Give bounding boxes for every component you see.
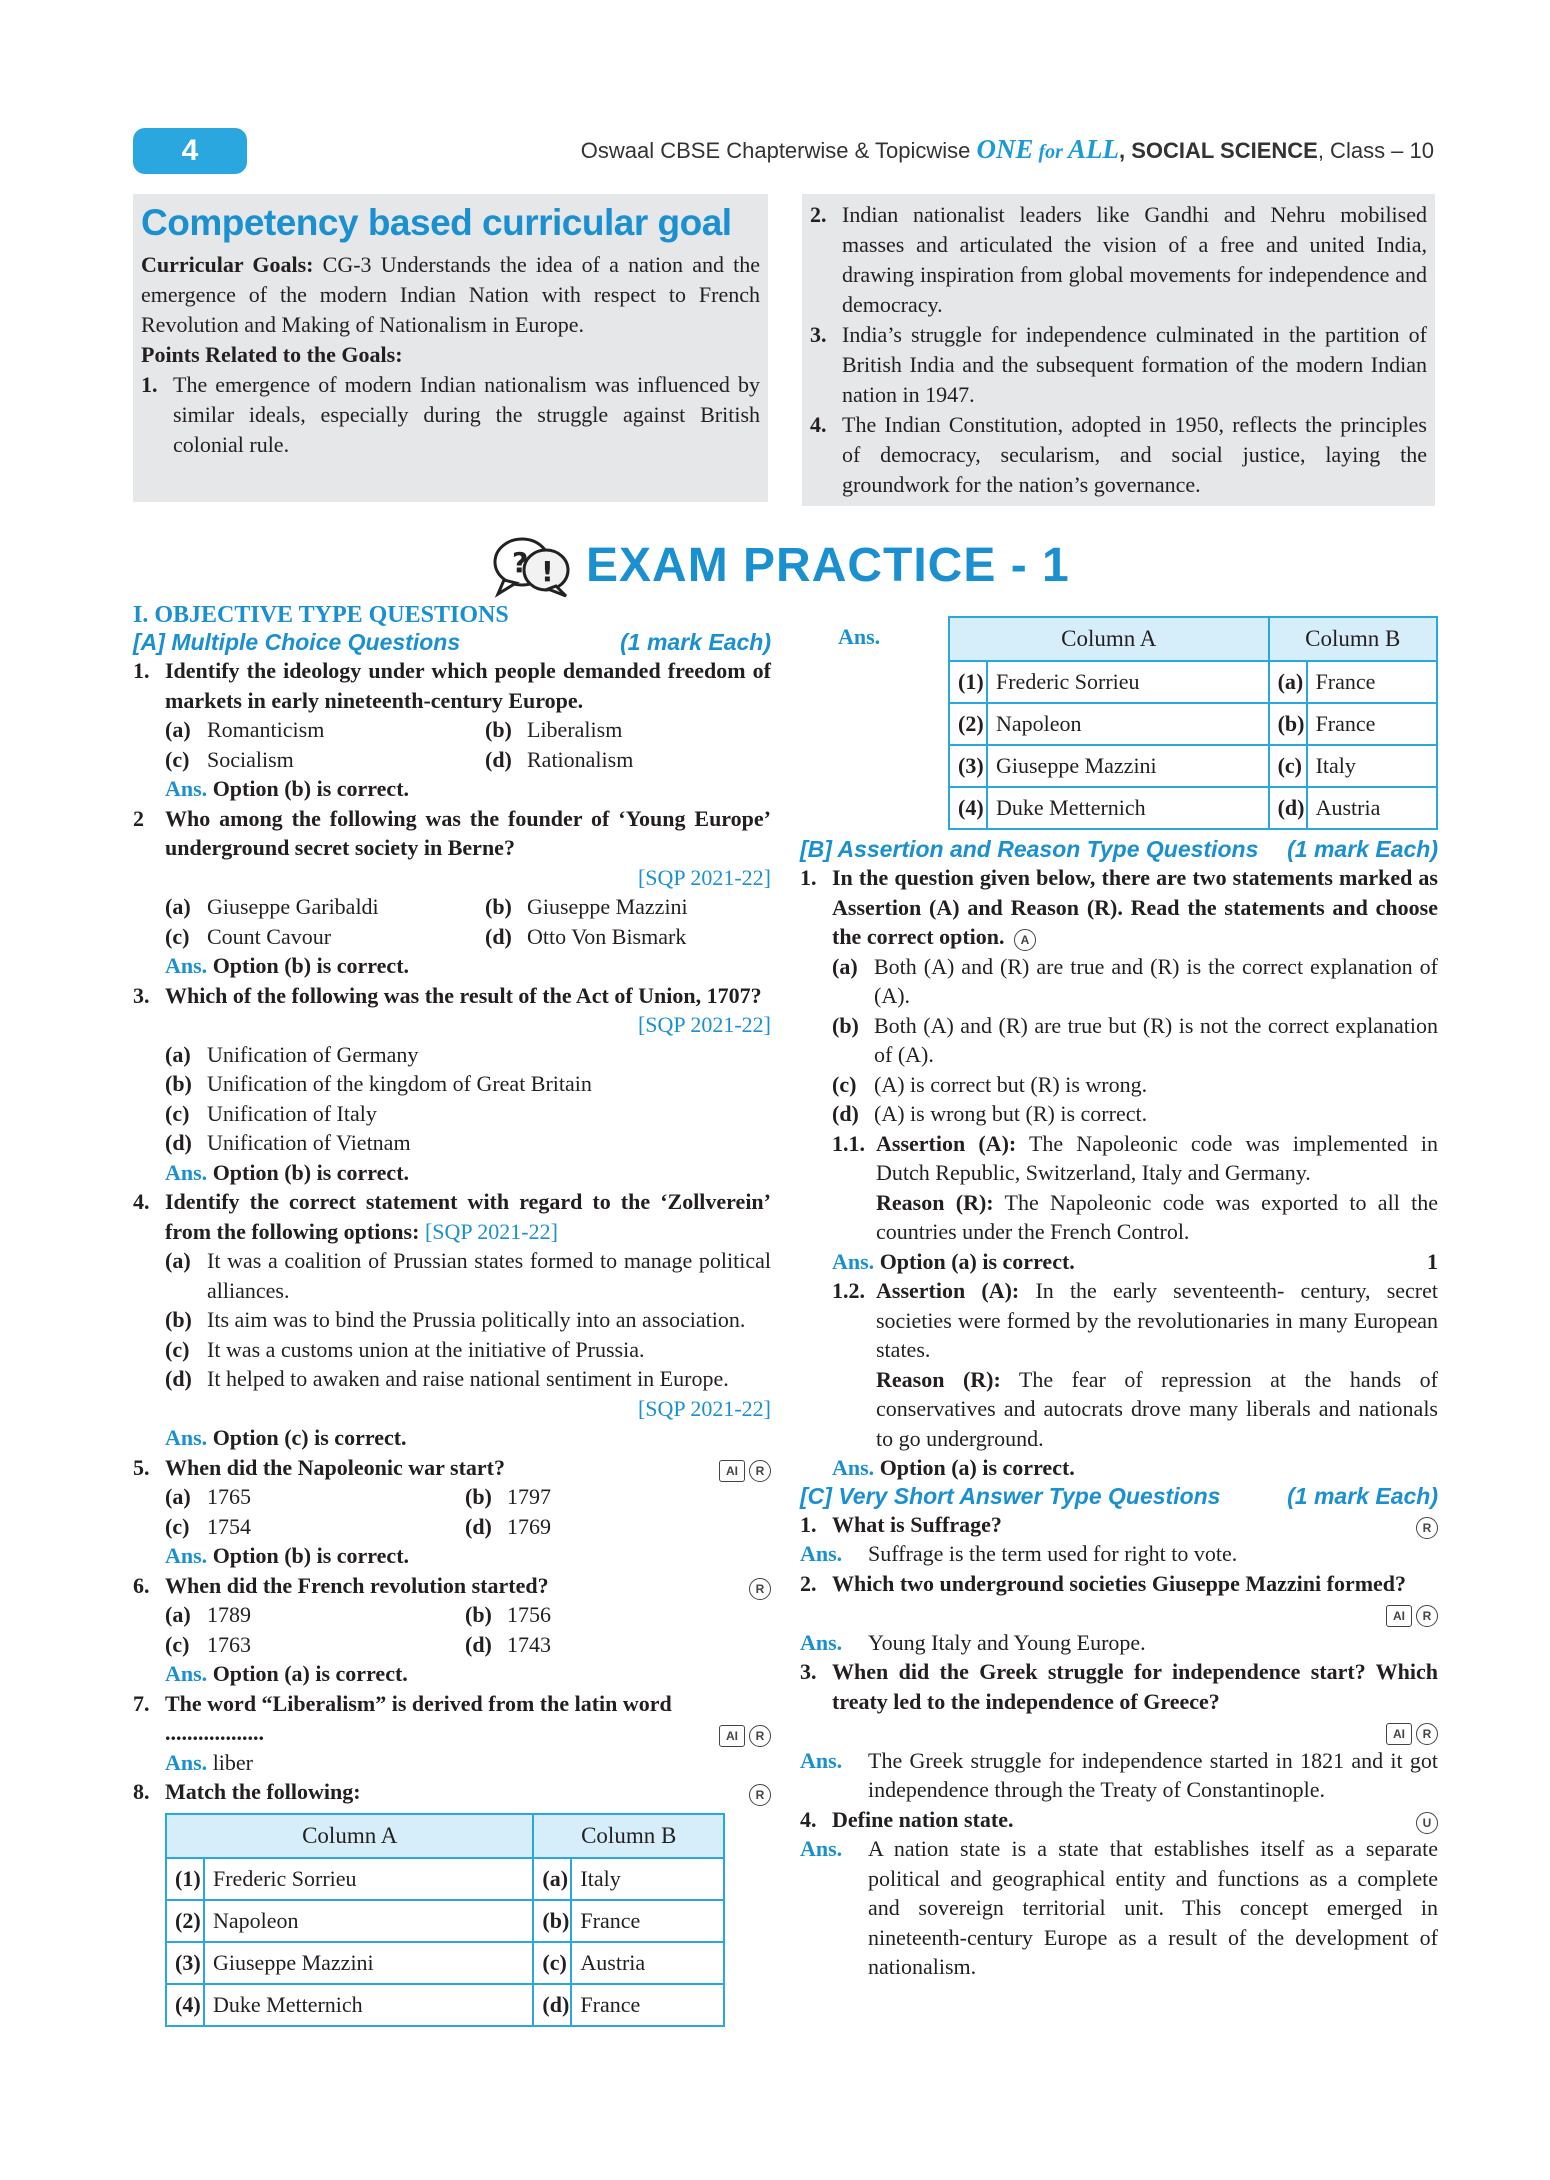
goal-box-left (133, 194, 768, 502)
answer: Ans. A nation state is a state that establishes itself as a separate political and geographical entity and functions as a complete and sovereign territorial unit. This concept emerged in nineteenth-century Europe as a result of the development of nationalism. (800, 1836, 1438, 1979)
question: 4. Define nation state. U (800, 1805, 1438, 1835)
u-icon: U (1416, 1812, 1438, 1834)
question: 8. Match the following: R (133, 1777, 771, 1807)
r-icon: R (749, 1725, 771, 1747)
sqp-tag: [SQP 2021-22] (637, 1012, 771, 1037)
r-icon: R (1416, 1517, 1438, 1539)
answer: Ans. Option (a) is correct. 1 (832, 1248, 1438, 1274)
question: 1. What is Suffrage? R (800, 1510, 1438, 1540)
assertion-1-2: 1.2. Assertion (A): In the early seventeenth- century, secret societies were formed by the revolutionaries in many European states. Reason (R): The fear of repression at the hands of conservatives and autocrats drove many liberals and nationals to go underground. (832, 1278, 1438, 1451)
r-icon: R (749, 1784, 771, 1806)
options: (a) It was a coalition of Prussian states formed to manage political alliances. (b) Its aim was to bind the Prussia politically into an association. (c) It was a customs union at the initiative of Prussia. (d) It helped to awaken and raise national sentiment in Europe. [SQP 2021-22] (133, 1246, 771, 1423)
table-row: (3) Giuseppe Mazzini (c) Austria (166, 1942, 724, 1984)
question: 7. The word “Liberalism” is derived from the latin word (133, 1690, 672, 1716)
goal-point: 4. The Indian Constitution, adopted in 1950, reflects the principles of democracy, secularism, and social justice, laying the groundwork for the nation’s governance. (810, 412, 1427, 497)
answer: Ans. The Greek struggle for independence started in 1821 and it got independence through the Treaty of Constantinople. (800, 1747, 1438, 1802)
answer: Ans. Option (b) is correct. (165, 953, 410, 978)
answer: Ans. Option (b) is correct. (165, 776, 410, 801)
sqp-tag: [SQP 2021-22] (424, 1218, 558, 1244)
sqp-tag: [SQP 2021-22] (637, 1395, 771, 1421)
answer: Ans. Young Italy and Young Europe. (800, 1629, 1146, 1655)
answer: Ans. Suffrage is the term used for right to vote. (800, 1541, 1238, 1566)
r-icon: R (749, 1460, 771, 1482)
question: 2. Which two underground societies Giuseppe Mazzini formed? AI R (800, 1569, 1438, 1628)
subject: , SOCIAL SCIENCE (1118, 138, 1318, 163)
subsection-heading-c: [C] Very Short Answer Type Questions (1 mark Each) (800, 1482, 1438, 1509)
answer: Ans. Option (b) is correct. (165, 1543, 410, 1568)
subsection-heading-a: [A] Multiple Choice Questions (1 mark Each) (133, 629, 771, 655)
options: (a) Romanticism (b) Liberalism (c) Socialism (d) Rationalism (165, 717, 634, 772)
r-icon: R (1416, 1723, 1438, 1745)
question: 1. In the question given below, there are two statements marked as Assertion (A) and Reason (R). Read the statements and choose the correct option. A (800, 865, 1438, 949)
blank: .................. AI R (133, 1718, 771, 1748)
right-column (800, 616, 1438, 1982)
answer: Ans. Option (b) is correct. (165, 1159, 410, 1185)
options: (a) Unification of Germany (b) Unification of the kingdom of Great Britain (c) Unification of Italy (d) Unification of Vietnam (165, 1041, 592, 1155)
table-row: (1) Frederic Sorrieu (a) France (949, 661, 1437, 703)
question: 5. When did the Napoleonic war start? AI R (133, 1453, 771, 1483)
curricular-goals: Curricular Goals: CG-3 Understands the idea of a nation and the emergence of the modern Indian Nation with respect to French Revolution and Making of Nationalism in Europe. (141, 252, 761, 337)
goal-title: Competency based curricular goal (141, 202, 732, 243)
exam-practice-heading (490, 530, 1090, 600)
question: 2 Who among the following was the founder of ‘Young Europe’ underground secret society in Berne? (133, 805, 771, 860)
table-row: (1) Frederic Sorrieu (a) Italy (166, 1858, 724, 1900)
section-heading: I. OBJECTIVE TYPE QUESTIONS (133, 602, 509, 628)
ai-icon: AI (719, 1725, 745, 1747)
question: 3. When did the Greek struggle for independence start? Which treaty led to the independence of Greece? (800, 1659, 1438, 1714)
a-icon: A (1014, 929, 1036, 951)
left-column (133, 602, 771, 2027)
exam-practice-title: EXAM PRACTICE - 1 (586, 538, 1070, 592)
options: (a) 1789 (b) 1756 (c) 1763 (d) 1743 (165, 1602, 551, 1657)
points-label: Points Related to the Goals: (141, 342, 403, 367)
table-row: (3) Giuseppe Mazzini (c) Italy (949, 745, 1437, 787)
badges (800, 1716, 1438, 1746)
subsection-heading-b: [B] Assertion and Reason Type Questions (1 mark Each) (800, 836, 1438, 862)
goal-point: 3. India’s struggle for independence culminated in the partition of British India and the subsequent formation of the modern Indian nation in 1947. (810, 322, 1427, 407)
svg-text:!: ! (541, 555, 554, 588)
question: 3. Which of the following was the result of the Act of Union, 1707? [SQP 2021-22] (133, 981, 771, 1040)
table-row: (4) Duke Metternich (d) France (166, 1984, 724, 2026)
ai-icon: AI (1386, 1605, 1412, 1627)
match-answer: Ans. Column A Column B (1) Frederic Sorrieu (a) France (2) Napoleon (b) France (3) Giuseppe Mazzini (c) Italy (4) Duke Metternich (d) Austria (800, 616, 1438, 830)
svg-text:?: ? (512, 546, 529, 579)
match-table-question: Column A Column B (1) Frederic Sorrieu (a) Italy (2) Napoleon (b) France (3) Giuseppe Mazzini (c) Austria (4) Duke Metternich (d) France (165, 1813, 725, 2027)
ai-icon: AI (1386, 1723, 1412, 1745)
running-header (516, 134, 1434, 165)
options: (a) 1765 (b) 1797 (c) 1754 (d) 1769 (165, 1484, 551, 1539)
question: 4. Identify the correct statement with regard to the ‘Zollverein’ from the following options: [SQP 2021-22] (133, 1189, 771, 1244)
table-row: (2) Napoleon (b) France (166, 1900, 724, 1942)
match-table-answer: Column A Column B (1) Frederic Sorrieu (a) France (2) Napoleon (b) France (3) Giuseppe Mazzini (c) Italy (4) Duke Metternich (d) Austria (948, 616, 1438, 830)
answer: Ans. Option (c) is correct. (165, 1425, 407, 1450)
options: (a) Both (A) and (R) are true and (R) is the correct explanation of (A). (b) Both (A) and (R) are true but (R) is not the correct explanation of (A). (c) (A) is correct but (R) is wrong. (d) (A) is wrong but (R) is correct. (832, 953, 1438, 1126)
answer: Ans. Option (a) is correct. (165, 1661, 408, 1686)
table-row: (2) Napoleon (b) France (949, 703, 1437, 745)
r-icon: R (749, 1578, 771, 1600)
page-number: 4 (133, 128, 247, 174)
brand-logo: ONE for ALL (976, 134, 1119, 164)
question: 6. When did the French revolution started? R (133, 1571, 771, 1601)
options: (a) Giuseppe Garibaldi (b) Giuseppe Mazzini (c) Count Cavour (d) Otto Von Bismark (165, 894, 688, 949)
goal-point: 2. Indian nationalist leaders like Gandhi and Nehru mobilised masses and articulated the vision of a free and united India, drawing inspiration from global movements for independence and democracy. (810, 202, 1427, 317)
sqp-tag: [SQP 2021-22] (637, 864, 771, 890)
class-label: , Class – 10 (1317, 138, 1434, 163)
ai-icon: AI (719, 1460, 745, 1482)
question: 1. Identify the ideology under which people demanded freedom of markets in early nineteenth-century Europe. (133, 658, 771, 713)
answer: Ans. liber (165, 1749, 254, 1775)
table-row: (4) Duke Metternich (d) Austria (949, 787, 1437, 829)
assertion-1-1: 1.1. Assertion (A): The Napoleonic code was implemented in Dutch Republic, Switzerland, Italy and Germany. Reason (R): The Napoleonic code was exported to all the countries under the French Control. (832, 1130, 1438, 1244)
book-title: Oswaal CBSE Chapterwise & Topicwise (580, 138, 977, 163)
r-icon: R (1416, 1605, 1438, 1627)
goal-box-right (802, 194, 1435, 506)
answer: Ans. Option (a) is correct. (832, 1455, 1075, 1480)
goal-point: 1. The emergence of modern Indian nationalism was influenced by similar ideals, especially during the struggle against British colonial rule. (141, 372, 760, 457)
question-exclamation-icon (490, 532, 572, 598)
